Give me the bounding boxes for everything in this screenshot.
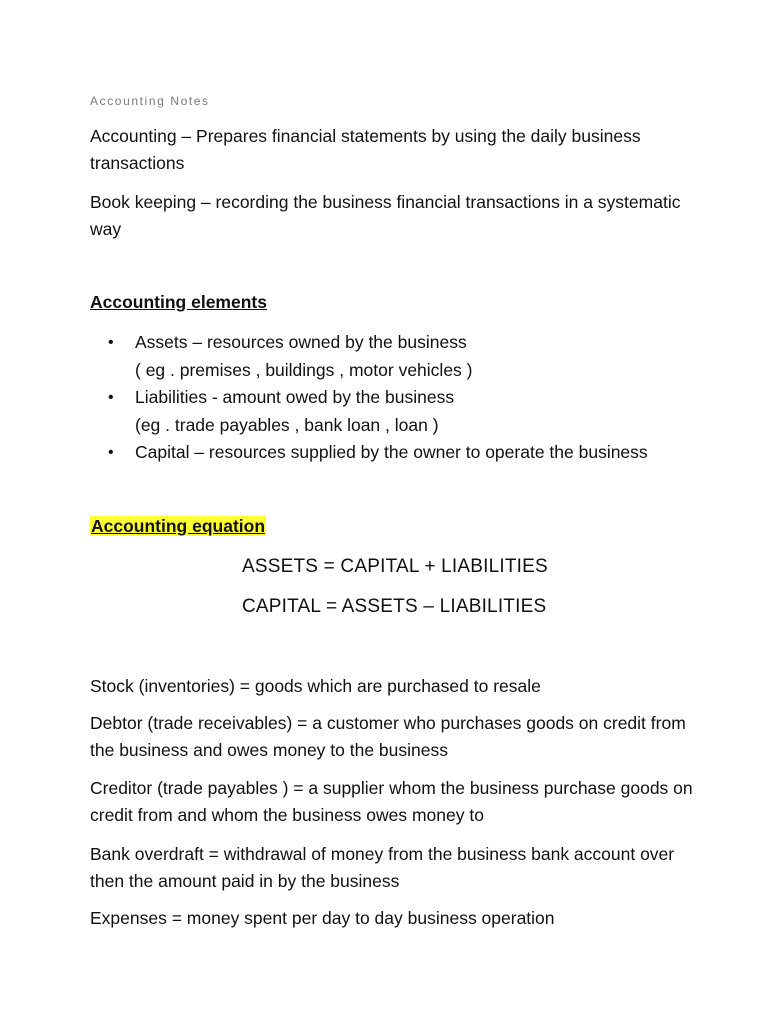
list-item-assets [90, 329, 730, 384]
equation-assets: ASSETS = CAPITAL + LIABILITIES [242, 556, 548, 577]
page-header: Accounting Notes [90, 94, 210, 108]
bullet-icon: • [108, 389, 114, 406]
list-item-example: (eg . trade payables , bank loan , loan ) [135, 414, 439, 435]
definition-expenses: Expenses = money spent per day to day business operation [90, 908, 555, 928]
definition-creditor: Creditor (trade payables ) = a supplier whom the business purchase goods on credit from and whom the business owes money to [90, 778, 693, 825]
list-item-example: ( eg . premises , buildings , motor vehicles ) [135, 359, 473, 380]
bullet-icon: • [108, 334, 114, 351]
definition-stock: Stock (inventories) = goods which are purchased to resale [90, 676, 541, 696]
highlighted-heading-text: Accounting equation [91, 516, 266, 536]
list-item-text: Assets – resources owned by the business [135, 332, 467, 352]
list-item-liabilities [90, 384, 730, 439]
list-item-text: Liabilities - amount owed by the business [135, 387, 455, 407]
list-item-text: Capital – resources supplied by the owner to operate the business [135, 442, 648, 462]
accounting-elements-heading: Accounting elements [90, 292, 267, 312]
accounting-elements-list [90, 329, 730, 467]
definition-accounting: Accounting – Prepares financial statements by using the daily business transactions [90, 126, 641, 173]
equation-capital: CAPITAL = ASSETS – LIABILITIES [242, 596, 547, 617]
definition-debtor: Debtor (trade receivables) = a customer who purchases goods on credit from the business and owes money to the business [90, 713, 686, 760]
definition-bank-overdraft: Bank overdraft = withdrawal of money from the business bank account over then the amount paid in by the business [90, 844, 675, 891]
list-item-capital [90, 439, 730, 467]
definition-book-keeping: Book keeping – recording the business financial transactions in a systematic way [90, 192, 681, 239]
accounting-equation-heading [90, 516, 266, 537]
bullet-icon: • [108, 444, 114, 461]
